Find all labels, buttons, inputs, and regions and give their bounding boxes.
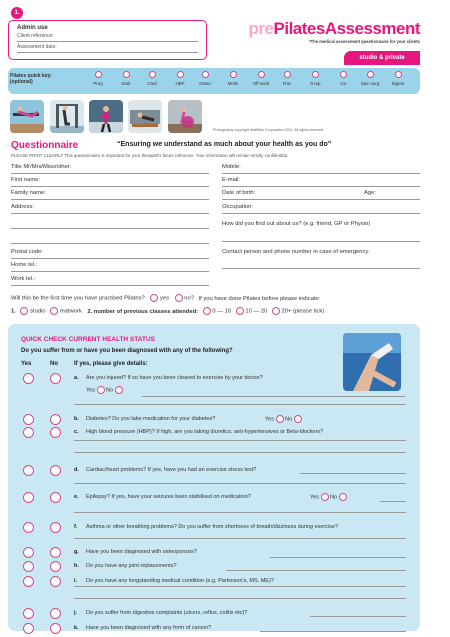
health-question [74, 562, 177, 570]
yes-column-header: Yes [21, 361, 32, 367]
pilates-before-label: If you have done Pilates before please indicate: [198, 295, 321, 302]
answer-line[interactable] [74, 586, 406, 587]
studio-radio[interactable] [20, 307, 28, 315]
no-radio[interactable] [50, 427, 61, 438]
question-letter: d. [74, 467, 79, 473]
range-0-10-label: 0 — 10 [212, 308, 232, 315]
yes-label: Yes [86, 387, 95, 394]
inline-yes-no [310, 493, 347, 501]
first-time-row [11, 294, 320, 302]
no-radio[interactable] [50, 576, 61, 587]
health-question [74, 609, 247, 617]
range-20-plus-label: 20+ (please tick) [281, 308, 325, 315]
question-letter: c. [74, 429, 79, 435]
health-question [74, 624, 211, 632]
yes-label: Yes [310, 494, 319, 501]
quick-key-label: HBP [175, 81, 185, 86]
health-question [74, 548, 197, 556]
answer-line[interactable] [74, 404, 406, 405]
question-text: High blood pressure (HBP)? If high, are you taking diuretics, anti-hypertensives or Beta-blockers? [86, 429, 324, 435]
quick-key-checkbox[interactable] [395, 71, 402, 78]
question-letter: b. [74, 416, 79, 422]
no-checkbox[interactable] [115, 386, 123, 394]
emergency-answer-line[interactable] [222, 268, 420, 269]
studio-label: studio [30, 308, 46, 315]
no-column-header: No [50, 361, 58, 367]
quick-key-label: Preg [93, 81, 103, 86]
question-text: Diabetes? Do you take medication for your diabetes? [86, 416, 216, 422]
answer-line[interactable] [74, 512, 406, 513]
quick-key-label: Card [147, 81, 157, 86]
question-text: Epilepsy? If yes, have your seizures been stabilised on medication? [86, 494, 251, 500]
family-name-field[interactable]: Family name: [11, 187, 209, 200]
quick-key-label: Jt rep [309, 81, 321, 86]
health-subtitle: Do you suffer from or have you been diagnosed with any of the following? [21, 348, 233, 354]
question-letter: g. [74, 549, 79, 555]
quick-key-checkbox[interactable] [258, 71, 265, 78]
classes-attended-label: 2. number of previous classes attended: [87, 308, 199, 315]
health-question [74, 374, 263, 382]
quick-key-label: Osteo [199, 81, 211, 86]
range-10-20-label: 10 — 20 [245, 308, 268, 315]
answer-line[interactable] [270, 557, 406, 558]
question-text: Do you suffer from digestive complaints (ulcers, reflux, colitis etc)? [86, 610, 248, 616]
answer-line[interactable] [74, 483, 406, 484]
range-20-plus-radio[interactable] [272, 307, 280, 315]
photo-1 [10, 100, 44, 133]
question-text: Have you been diagnosed with any form of cancer? [86, 625, 212, 631]
quick-key-label: Frac [282, 81, 292, 86]
answer-line[interactable] [226, 570, 406, 571]
yes-radio[interactable] [23, 522, 34, 533]
question-letter: k. [74, 625, 79, 631]
health-question [74, 523, 338, 531]
yes-radio[interactable] [23, 465, 34, 476]
option-1-number: 1. [11, 308, 16, 315]
quick-key-label: Meds [227, 81, 239, 86]
question-text: Do you have any joint replacements? [86, 563, 177, 569]
no-radio[interactable] [50, 547, 61, 558]
client-reference-field[interactable]: Client reference: [17, 32, 198, 42]
health-question [74, 577, 274, 585]
quick-key-checkbox[interactable] [95, 71, 102, 78]
no-radio[interactable] [175, 294, 183, 302]
quick-key-item[interactable] [383, 71, 413, 86]
admin-use-box [8, 20, 207, 60]
answer-line[interactable] [380, 501, 406, 502]
photo-5 [168, 100, 202, 133]
quick-key-checkbox[interactable] [284, 71, 291, 78]
edition-tab: studio & private [344, 51, 420, 65]
quick-key-item[interactable] [328, 71, 358, 86]
first-name-field[interactable]: First name: [11, 174, 209, 187]
no-radio[interactable] [50, 623, 61, 634]
answer-line[interactable] [74, 440, 406, 441]
yes-radio[interactable] [23, 623, 34, 634]
no-radio[interactable] [50, 608, 61, 619]
answer-line[interactable] [74, 452, 406, 453]
home-tel-field[interactable]: Home tel.: [11, 259, 209, 272]
no-radio[interactable] [50, 465, 61, 476]
questionnaire-quote: “Ensuring we understand as much about your health as you do” [117, 141, 332, 148]
title-field[interactable]: Title Mr/Mrs/Miss/other: [11, 161, 209, 174]
quick-key-item[interactable] [137, 71, 167, 86]
quick-key-item[interactable] [355, 71, 385, 86]
print-note: PLEASE PRINT CLEARLY This questionnaire is important for your therapist's future reference. Your information will remain strictly confidential. [11, 153, 289, 158]
quick-key-item[interactable] [190, 71, 220, 86]
question-text: Asthma or other breathing problems? Do you suffer from shortness of breath/dizziness during exercise? [86, 524, 339, 530]
address-field[interactable]: Address: [11, 201, 209, 214]
mobile-field[interactable]: Mobile: [222, 161, 420, 174]
yes-label: Yes [265, 416, 274, 423]
quick-key-label: Diab [121, 81, 131, 86]
photo-2 [50, 100, 84, 133]
answer-line[interactable] [74, 538, 406, 539]
email-field[interactable]: E-mail: [222, 174, 420, 187]
question-letter: h. [74, 563, 79, 569]
yes-radio[interactable] [150, 294, 158, 302]
no-label: no? [184, 295, 194, 302]
assessment-date-field[interactable]: Assessment date: [17, 43, 198, 53]
question-text: Cardiac/heart problems? If yes, have you had an exercise stress test? [86, 467, 257, 473]
no-label: No [330, 494, 338, 501]
quick-key-checkbox[interactable] [202, 71, 209, 78]
no-radio[interactable] [50, 414, 61, 425]
question-text: Have you been diagnosed with osteoporosis? [86, 549, 197, 555]
quick-key-label: Spin surg [360, 81, 380, 86]
yes-radio[interactable] [23, 414, 34, 425]
postal-code-field[interactable]: Postal code: [11, 246, 209, 259]
brand-logo [249, 19, 420, 39]
inline-yes-no [265, 415, 302, 423]
yes-radio[interactable] [23, 547, 34, 558]
quick-key-label: Off work [252, 81, 270, 86]
page-number-badge: 1. [11, 7, 23, 19]
date-of-birth-field[interactable]: Date of birth: [222, 187, 420, 200]
range-0-10-radio[interactable] [203, 307, 211, 315]
photo-3 [89, 100, 123, 133]
no-radio[interactable] [50, 373, 61, 384]
yes-radio[interactable] [23, 561, 34, 572]
no-checkbox[interactable] [339, 493, 347, 501]
quick-key-item[interactable] [272, 71, 302, 86]
matwork-radio[interactable] [50, 307, 58, 315]
question-letter: e. [74, 494, 79, 500]
found-us-answer-line[interactable] [222, 241, 420, 242]
admin-title: Admin use [17, 25, 48, 31]
health-title: QUICK CHECK CURRENT HEALTH STATUS [21, 336, 155, 343]
quick-key-checkbox[interactable] [149, 71, 156, 78]
no-checkbox[interactable] [294, 415, 302, 423]
quick-key-checkbox[interactable] [340, 71, 347, 78]
health-photo [343, 333, 401, 391]
quick-key-label: Digest [391, 81, 405, 86]
quick-key-item[interactable] [300, 71, 330, 86]
no-radio[interactable] [50, 561, 61, 572]
answer-line[interactable] [142, 396, 405, 397]
question-letter: i. [74, 578, 78, 584]
no-label: No [285, 416, 293, 423]
answer-line[interactable] [310, 616, 406, 617]
question-letter: a. [74, 375, 79, 381]
brand-tagline: *The medical assessment questionnaire for your clients [308, 39, 420, 44]
cleared-yes-no [86, 386, 123, 394]
occupation-field[interactable]: Occupation: [222, 201, 420, 214]
quick-key-title: Pilates quick key: (optional) [10, 73, 52, 85]
question-text: Do you have any longstanding medical condition (e.g. Parkinson's, MS, ME)? [86, 578, 274, 584]
quick-key-checkbox[interactable] [177, 71, 184, 78]
health-question [74, 493, 251, 501]
yes-checkbox[interactable] [276, 415, 284, 423]
details-column-header: If yes, please give details: [74, 361, 148, 367]
question-text: Are you injured? If so have you been cleared to exercise by your doctor? [86, 375, 263, 381]
matwork-label: matwork [59, 308, 82, 315]
age-label: Age: [364, 190, 376, 196]
address-line-3[interactable] [11, 231, 209, 244]
work-tel-field[interactable]: Work tel.: [11, 273, 209, 286]
questionnaire-title: Questionnaire [11, 140, 79, 151]
yes-checkbox[interactable] [97, 386, 105, 394]
yes-label: yes [159, 295, 169, 302]
photo-4 [128, 100, 162, 133]
quick-key-item[interactable] [218, 71, 248, 86]
answer-line[interactable] [300, 473, 406, 474]
yes-radio[interactable] [23, 576, 34, 587]
health-question [74, 415, 215, 423]
yes-checkbox[interactable] [321, 493, 329, 501]
quick-key-item[interactable] [83, 71, 113, 86]
answer-line[interactable] [260, 631, 406, 632]
answer-line[interactable] [74, 598, 406, 599]
previous-pilates-row [11, 307, 324, 315]
yes-radio[interactable] [23, 427, 34, 438]
quick-key-checkbox[interactable] [367, 71, 374, 78]
health-question [74, 428, 323, 436]
quick-key-checkbox[interactable] [230, 71, 237, 78]
brand-pre: pre [248, 19, 274, 38]
address-line-2[interactable] [11, 216, 209, 229]
brand-main: PilatesAssessment [273, 19, 420, 38]
photo-credit: Photography copyright MatWise Corporation 2011. All rights reserved. [213, 128, 324, 132]
emergency-contact-label: Contact person and phone number in case of emergency: [222, 249, 370, 255]
yes-radio[interactable] [23, 608, 34, 619]
question-letter: f. [74, 524, 78, 530]
found-us-label: How did you find out about us? (e.g. friend, GP or Physio) [222, 221, 371, 227]
question-letter: j. [74, 610, 78, 616]
yes-radio[interactable] [23, 492, 34, 503]
no-radio[interactable] [50, 522, 61, 533]
range-10-20-radio[interactable] [236, 307, 244, 315]
no-radio[interactable] [50, 492, 61, 503]
health-question [74, 466, 256, 474]
no-label: No [106, 387, 114, 394]
quick-key-label: Ca [340, 81, 346, 86]
quick-key-checkbox[interactable] [123, 71, 130, 78]
first-time-question: Will this be the first time you have practised Pilates? [11, 295, 145, 302]
quick-key-checkbox[interactable] [312, 71, 319, 78]
yes-radio[interactable] [23, 373, 34, 384]
